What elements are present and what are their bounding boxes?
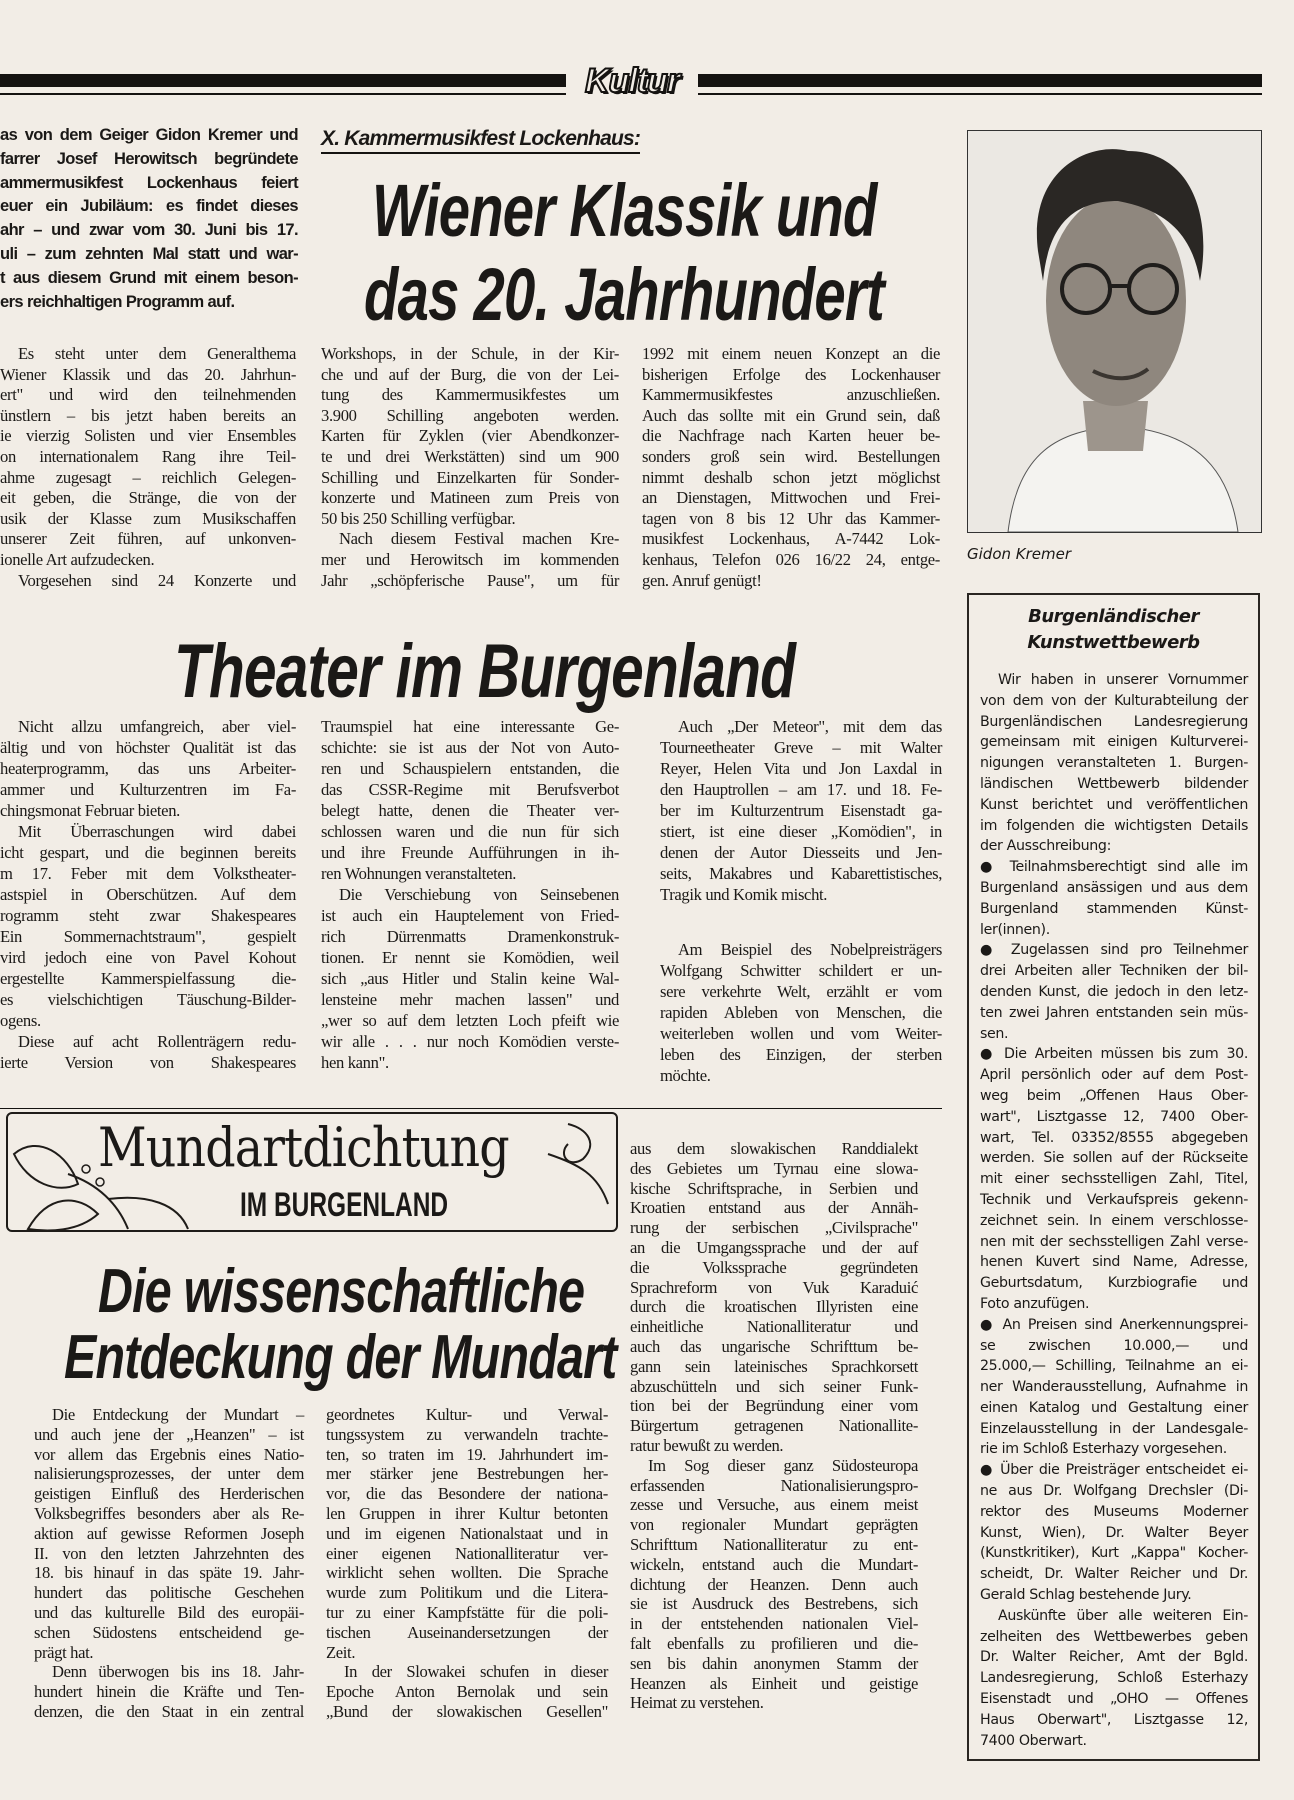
sidebar-title-line1: Burgenländischer bbox=[1028, 606, 1199, 627]
text-line: mer stärker jene Bestrebungen her- bbox=[326, 1464, 608, 1484]
text-line: wirklicht sehen wollten. Die Sprache bbox=[326, 1563, 608, 1583]
photo-caption: Gidon Kremer bbox=[967, 545, 1072, 563]
text-line: weiterleben wollen und vom Weiter- bbox=[660, 1023, 942, 1043]
text-line: April persönlich oder auf dem Post- bbox=[980, 1067, 1248, 1084]
text-line: musikfest Lockenhaus, A-7442 Lok- bbox=[642, 529, 940, 549]
text-line: weg beim „Offenen Haus Ober- bbox=[980, 1087, 1248, 1104]
text-line: lensteine mehr machen lassen" und bbox=[321, 990, 619, 1009]
text-line: Technik und Verkaufspreis gekenn- bbox=[980, 1191, 1248, 1208]
text-line: Jahr „schöpferische Pause", um für bbox=[321, 570, 619, 590]
text-line: schichte: sie ist aus der Not von Auto- bbox=[321, 738, 619, 757]
article3-column-2 bbox=[326, 1405, 608, 1722]
article3-headline-line2: Entdeckung der Mundart bbox=[64, 1323, 617, 1392]
text-line: drei Arbeiten aller Techniken der bil- bbox=[980, 963, 1248, 980]
article3-headline-line1: Die wissenschaftliche bbox=[98, 1257, 585, 1326]
text-line: 50 bis 250 Schilling verfügbar. bbox=[321, 508, 516, 528]
text-line: Die Entdeckung der Mundart – bbox=[52, 1405, 304, 1424]
text-line: Burgenländischen Landesregierung bbox=[980, 713, 1248, 730]
text-line: von dem von der Kulturabteilung der bbox=[980, 692, 1248, 709]
text-line: Tourneetheater Greve – mit Walter bbox=[660, 738, 942, 757]
text-line: uli – zum zehnten Mal statt und war- bbox=[0, 244, 298, 263]
text-line: Kammermusikfestes anzuschließen. bbox=[642, 385, 940, 405]
text-line: Wir haben in unserer Vornummer bbox=[998, 672, 1248, 688]
text-line: denzen, die den Staat in ein zentral bbox=[34, 1701, 304, 1721]
text-line: sonders groß sein wird. Bestellungen bbox=[642, 446, 940, 466]
text-line: Burgenland stammenden Künst- bbox=[980, 900, 1248, 917]
text-line: bisherigen Erfolge des Lockenhauser bbox=[642, 364, 940, 384]
text-line: mer und Herowitsch im kommenden bbox=[321, 549, 619, 569]
text-line: ● Die Arbeiten müssen bis zum 30. bbox=[980, 1046, 1248, 1063]
text-line: abzuschütteln und sich seiner Funk- bbox=[630, 1376, 918, 1396]
text-line: on internationalem Rang ihre Teil- bbox=[0, 446, 296, 466]
text-line: tagen von 8 bis 12 Uhr das Kammer- bbox=[642, 508, 940, 528]
text-line: vor, die das Besondere der nationa- bbox=[326, 1484, 608, 1504]
text-line: ergestellte Kammerspielfassung die- bbox=[0, 969, 296, 988]
text-line: Reyer, Helen Vita und Jon Laxdal in bbox=[660, 759, 942, 778]
article2-column-3 bbox=[660, 716, 942, 1086]
text-line: Am Beispiel des Nobelpreisträgers bbox=[678, 939, 942, 959]
text-line: ren und Schauspielern entstanden, die bbox=[321, 759, 619, 778]
text-line: konzerte und Matineen zum Preis von bbox=[321, 488, 619, 508]
text-line: ünstlern – bis jetzt haben bereits an bbox=[0, 405, 296, 425]
text-line: geordnetes Kultur- und Verwal- bbox=[326, 1405, 608, 1424]
text-line: In der Slowakei schufen in dieser bbox=[344, 1662, 608, 1682]
text-line: usik der Klasse zum Musikschaffen bbox=[0, 508, 296, 528]
text-line: kische Schriftsprache, in Serbien und bbox=[630, 1178, 918, 1198]
text-line: falt ebenfalls zu profilieren und die- bbox=[630, 1633, 918, 1653]
text-line: t aus diesem Grund mit einem beson- bbox=[0, 268, 298, 287]
header-rule-left bbox=[0, 74, 566, 87]
text-line: rogramm steht zwar Shakespeares bbox=[0, 906, 296, 925]
text-line: zeichnet sein. In einem verschlosse- bbox=[980, 1212, 1248, 1229]
text-line: Tragik und Komik mischt. bbox=[660, 885, 828, 904]
section-divider bbox=[0, 1108, 942, 1109]
text-line: ner Wanderausstellung, Aufnahme in bbox=[980, 1379, 1248, 1396]
text-line: sie ist Ausdruck des Bestrebens, sich bbox=[630, 1594, 918, 1614]
text-line: farrer Josef Herowitsch begründete bbox=[0, 149, 298, 168]
text-line: ert" und wird den teilnehmenden bbox=[0, 385, 296, 405]
text-line: auch das ungarische Schrifttum be- bbox=[630, 1336, 918, 1356]
text-line: einen Katalog und Gestaltung einer bbox=[980, 1399, 1248, 1416]
text-line: ionelle Art aufzudecken. bbox=[0, 549, 155, 569]
text-line: zelheiten des Wettbewerbes geben bbox=[980, 1628, 1248, 1645]
text-line: ● Teilnahmsberechtigt sind alle im bbox=[980, 859, 1248, 876]
text-line: an die Umgangssprache und der auf bbox=[630, 1237, 918, 1257]
text-line: wickeln, entstand auch die Mundart- bbox=[630, 1554, 918, 1574]
text-line: wir alle . . . nur noch Komödien verste- bbox=[321, 1032, 619, 1051]
text-line: ältig und von höchster Qualität ist das bbox=[0, 738, 296, 757]
mundart-banner bbox=[6, 1112, 618, 1232]
text-line: Die Verschiebung von Seinsebenen bbox=[339, 885, 619, 904]
text-line: Bürgertum getragenen Nationallite- bbox=[630, 1416, 918, 1436]
text-line: nalisierungsprozesses, der unter dem bbox=[34, 1464, 304, 1484]
text-line: 1992 mit einem neuen Konzept an die bbox=[642, 344, 940, 363]
text-line: ammermusikfest Lockenhaus feiert bbox=[0, 173, 298, 192]
text-line: des Gebietes um Tyrnau eine slowa- bbox=[630, 1158, 918, 1178]
text-line: prägt hat. bbox=[34, 1642, 94, 1662]
text-line: Zeit. bbox=[326, 1642, 356, 1662]
header-rule-right-thin bbox=[698, 93, 1262, 95]
article1-intro bbox=[0, 124, 298, 314]
text-line: ● An Preisen sind Anerkennungsprei- bbox=[980, 1316, 1248, 1333]
text-line: von regionaler Mundart geprägten bbox=[630, 1515, 918, 1535]
text-line: tung des Kammermusikfestes um bbox=[321, 385, 619, 405]
text-line: rie im Schloß Esterhazy vorgesehen. bbox=[980, 1441, 1227, 1458]
text-line: sen. bbox=[980, 1025, 1009, 1042]
text-line: tion bei der Begründung einer vom bbox=[630, 1396, 918, 1416]
text-line: seits, Makabres und Kabarettistisches, bbox=[660, 864, 942, 883]
text-line: Im Sog dieser ganz Südosteuropa bbox=[648, 1455, 918, 1475]
text-line: werden. Sie sollen auf der Rückseite bbox=[980, 1150, 1248, 1167]
text-line: icht gespart, und die beginnen bereits bbox=[0, 843, 296, 862]
text-line: Epoche Anton Bernolak und sein bbox=[326, 1682, 608, 1702]
text-line: rektor des Museums Moderner bbox=[980, 1503, 1248, 1520]
article1-kicker: X. Kammermusikfest Lockenhaus: bbox=[321, 127, 640, 154]
article2-column-1 bbox=[0, 716, 296, 1073]
text-line: sen bis dahin anonymen Stamm der bbox=[630, 1653, 918, 1673]
text-line: Dr. Walter Reicher, Amt der Bgld. bbox=[980, 1649, 1248, 1666]
text-line: schen Südostens entscheidend ge- bbox=[34, 1622, 304, 1642]
text-line: 7400 Oberwart. bbox=[980, 1732, 1087, 1749]
text-line: Mit Überraschungen wird dabei bbox=[18, 822, 296, 841]
article3-column-3 bbox=[630, 1139, 918, 1713]
text-line: ahme zugesagt – reichlich Gelegen- bbox=[0, 467, 296, 487]
text-line: rung der serbischen „Civilsprache" bbox=[630, 1218, 918, 1238]
text-line: durch die kroatischen Illyristen eine bbox=[630, 1297, 918, 1317]
text-line: wart", Lisztgasse 12, 7400 Ober- bbox=[980, 1108, 1248, 1125]
text-line: die Volkssprache gegründeten bbox=[630, 1257, 918, 1277]
text-line: henen Kuvert sind Name, Adresse, bbox=[980, 1254, 1248, 1271]
mundart-banner-subtitle: IM BURGENLAND bbox=[240, 1186, 449, 1224]
text-line: Auskünfte über alle weiteren Ein- bbox=[998, 1607, 1248, 1624]
sidebar-title-line2: Kunstwettbewerb bbox=[1027, 632, 1200, 653]
text-line: as von dem Geiger Gidon Kremer und bbox=[0, 126, 298, 144]
text-line: Workshops, in der Schule, in der Kir- bbox=[321, 344, 619, 363]
text-line: ler(innen). bbox=[980, 921, 1050, 938]
text-line: te und drei Werkstätten) sind um 900 bbox=[321, 446, 619, 466]
text-line: ● Über die Preisträger entscheidet ei- bbox=[980, 1462, 1248, 1479]
text-line: Vorgesehen sind 24 Konzerte und bbox=[18, 570, 296, 590]
text-line: Kunst, Wien), Dr. Walter Beyer bbox=[980, 1524, 1248, 1541]
text-line: Auch das sollte mit ein Grund sein, daß bbox=[642, 405, 940, 425]
text-line: Nicht allzu umfangreich, aber viel- bbox=[18, 717, 296, 736]
text-line: che und auf der Burg, die von der Lei- bbox=[321, 364, 619, 384]
section-logo: Kultur bbox=[584, 62, 680, 100]
text-line: chingsmonat Februar bieten. bbox=[0, 801, 180, 820]
article2-column-2 bbox=[321, 716, 619, 1073]
text-line: 25.000,— Schilling, Teilnahme an ei- bbox=[980, 1358, 1248, 1375]
text-line: stiert, ist eine dieser „Komödien", in bbox=[660, 822, 942, 841]
text-line: denen der Autor Diesseits und Jen- bbox=[660, 843, 942, 862]
text-line: Eisenstadt und „OHO — Offenes bbox=[980, 1691, 1248, 1708]
text-line: heaterprogramm, das uns Arbeiter- bbox=[0, 759, 296, 778]
text-line: einheitliche Nationalliteratur und bbox=[630, 1317, 918, 1337]
text-line: und ihre Freunde Aufführungen in ih- bbox=[321, 843, 619, 862]
text-line: leben des Einzigen, der sterben bbox=[660, 1044, 942, 1064]
text-line: der Ausschreibung: bbox=[980, 838, 1112, 855]
text-line: ist auch ein Hauptelement von Fried- bbox=[321, 906, 619, 925]
article1-column-1 bbox=[0, 344, 296, 591]
text-line: vird jedoch eine von Pavel Kohout bbox=[0, 948, 296, 967]
text-line: euer ein Jubiläum: es findet dieses bbox=[0, 197, 298, 216]
text-line: ren Wohnungen veranstalteten. bbox=[321, 864, 517, 883]
text-line: gann sein lateinisches Sprachkorsett bbox=[630, 1356, 918, 1376]
text-line: nen mit der sechsstelligen Zahl verse- bbox=[980, 1233, 1248, 1250]
photo-frame bbox=[967, 130, 1262, 533]
text-line: gen. Anruf genügt! bbox=[642, 570, 762, 590]
text-line: Einzelausstellung in der Landesgale- bbox=[980, 1420, 1248, 1437]
article1-column-3 bbox=[642, 344, 940, 591]
text-line: rich Dürrenmatts Dramenkonstruk- bbox=[321, 927, 619, 946]
text-line: Wiener Klassik und das 20. Jahrhun- bbox=[0, 364, 296, 384]
text-line: und das kulturelle Bild des europäi- bbox=[34, 1602, 304, 1622]
text-line: hundert das politische Geschehen bbox=[34, 1583, 304, 1603]
text-line: Schilling und Einzelkarten für Sonder- bbox=[321, 467, 619, 487]
text-line: scheidt, Dr. Walter Reicher und Dr. bbox=[980, 1566, 1248, 1583]
text-line: 3.900 Schilling angeboten werden. bbox=[321, 405, 619, 425]
text-line: hen kann". bbox=[321, 1053, 389, 1072]
text-line: Gerald Schlag bestehende Jury. bbox=[980, 1587, 1192, 1604]
header-rule-right bbox=[698, 74, 1262, 87]
text-line: unserer Zeit führen, auf unkonven- bbox=[0, 529, 296, 549]
article1-column-2 bbox=[321, 344, 619, 591]
text-line: ratur bewußt zu werden. bbox=[630, 1435, 784, 1455]
text-line: sere verkehrte Welt, erzählt er vom bbox=[660, 981, 942, 1001]
text-line: II. von den letzten Jahrzehnten des bbox=[34, 1543, 304, 1563]
text-line: Landesregierung, Schloß Esterhazy bbox=[980, 1670, 1248, 1687]
text-line: mit einer sechsstelligen Zahl, Titel, bbox=[980, 1171, 1248, 1188]
text-line: ten, so traten im 19. Jahrhundert im- bbox=[326, 1444, 608, 1464]
text-line: ten zwei Jahren entstanden sein müs- bbox=[980, 1004, 1248, 1021]
text-line: eit geben, die Stränge, die von der bbox=[0, 488, 296, 508]
text-line: Denn überwogen bis ins 18. Jahr- bbox=[52, 1662, 304, 1682]
text-line: das CSSR-Regime mit Berufsverbot bbox=[321, 780, 619, 799]
text-line: Kroatien entstand aus der Annäh- bbox=[630, 1198, 918, 1218]
text-line: ● Zugelassen sind pro Teilnehmer bbox=[980, 942, 1248, 959]
text-line: erfassenden Nationalisierungspro- bbox=[630, 1475, 918, 1495]
text-line: aus dem slowakischen Randdialekt bbox=[630, 1139, 918, 1158]
text-line: tungssystem zu verwandeln trachte- bbox=[326, 1424, 608, 1444]
text-line: die Nachfrage nach Karten heuer be- bbox=[642, 426, 940, 446]
text-line: Sprachreform von Vuk Karaduić bbox=[630, 1277, 918, 1297]
text-line: Nach diesem Festival machen Kre- bbox=[339, 529, 619, 549]
text-line: ahr – und zwar vom 30. Juni bis 17. bbox=[0, 221, 298, 240]
text-line: und im eigenen Nationalstaat und in bbox=[326, 1523, 608, 1543]
text-line: Es steht unter dem Generalthema bbox=[18, 344, 296, 363]
text-line: Burgenland ansässigen und aus dem bbox=[980, 879, 1248, 896]
text-line: geistigen Einfluß des Herderischen bbox=[34, 1484, 304, 1504]
text-line: „Bund der slowakischen Gesellen" bbox=[326, 1701, 608, 1721]
text-line: wurde zum Politikum und die Litera- bbox=[326, 1583, 608, 1603]
text-line: aktion auf gewisse Reformen Joseph bbox=[34, 1523, 304, 1543]
text-line: tionen. Er nennt sie Komödien, weil bbox=[321, 948, 619, 967]
text-line: ers reichhaltigen Programm auf. bbox=[0, 292, 235, 311]
text-line: den Hauptrollen – am 17. und 18. Fe- bbox=[660, 780, 942, 799]
text-line: ber im Kulturzentrum Eisenstadt ga- bbox=[660, 801, 942, 820]
text-line: belegt hatte, denen die Theater ver- bbox=[321, 801, 619, 820]
article2-headline: Theater im Burgenland bbox=[174, 629, 796, 714]
text-line: tischen Auseinandersetzungen der bbox=[326, 1622, 608, 1642]
text-line: Diese auf acht Rollenträgern redu- bbox=[18, 1032, 296, 1051]
text-line: ie vierzig Solisten und vier Ensembles bbox=[0, 426, 296, 446]
text-line: ierte Version von Shakespeares bbox=[0, 1053, 296, 1072]
text-line: tur zu einer Kampfstätte für die poli- bbox=[326, 1602, 608, 1622]
text-line: m 17. Feber mit dem Volkstheater- bbox=[0, 864, 296, 883]
text-line: Volksbegriffes besonders aber als Re- bbox=[34, 1503, 304, 1523]
text-line: sich „aus Hitler und Stalin keine Wal- bbox=[321, 969, 619, 988]
text-line: zesse und Versuche, aus einem meist bbox=[630, 1495, 918, 1515]
text-line: es vielschichtigen Täuschung-Bilder- bbox=[0, 990, 296, 1009]
text-line: einer eigenen Nationalliteratur ver- bbox=[326, 1543, 608, 1563]
text-line: Auch „Der Meteor", mit dem das bbox=[678, 717, 942, 736]
article1-headline-line2: das 20. Jahrhundert bbox=[364, 253, 885, 336]
header-rule-left-thin bbox=[0, 93, 566, 95]
text-line: kenhaus, Telefon 026 16/22 24, entge- bbox=[642, 549, 940, 569]
text-line: in der entstehenden nationalen Viel- bbox=[630, 1614, 918, 1634]
text-line: Ein Sommernachtstraum", gespielt bbox=[0, 927, 296, 946]
text-line: Haus Oberwart", Lisztgasse 12, bbox=[980, 1711, 1248, 1728]
sidebar-body bbox=[980, 670, 1248, 1751]
text-line: ammer und Kulturzentren im Fa- bbox=[0, 780, 296, 799]
portrait-photo bbox=[968, 131, 1261, 532]
text-line: Heimat zu verstehen. bbox=[630, 1693, 764, 1713]
text-line: hundert hinein die Kräfte und Ten- bbox=[34, 1682, 304, 1702]
text-line: len Gruppen in ihrer Kultur betonten bbox=[326, 1503, 608, 1523]
text-line: vor allem das Ergebnis eines Natio- bbox=[34, 1444, 304, 1464]
text-line: 18. bis hinauf in das späte 19. Jahr- bbox=[34, 1563, 304, 1583]
text-line: „wer so auf dem letzten Loch pfeift wie bbox=[321, 1011, 619, 1030]
sidebar-title bbox=[967, 604, 1260, 656]
text-line: Foto anzufügen. bbox=[980, 1295, 1090, 1312]
text-line: an Dienstagen, Mittwochen und Frei- bbox=[642, 488, 940, 508]
text-line: Kunst berichtet und veröffentlichen bbox=[980, 796, 1248, 813]
text-line: nigungen veranstalteten 1. Burgen- bbox=[980, 755, 1248, 772]
text-line: wart, Tel. 03352/8555 abgegeben bbox=[980, 1129, 1248, 1146]
text-line: Wolfgang Schwitter schildert er un- bbox=[660, 960, 942, 980]
text-line: denden Kunst, die jedoch in den letz- bbox=[980, 983, 1248, 1000]
text-line: rapiden Ableben von Menschen, die bbox=[660, 1002, 942, 1022]
text-line: Geburtsdatum, Kurzbiografie und bbox=[980, 1275, 1248, 1292]
text-line: astspiel in Oberschützen. Auf dem bbox=[0, 885, 296, 904]
text-line: nimmt deshalb schon jetzt möglichst bbox=[642, 467, 940, 487]
text-line: Schrifttum Nationalliteratur zu ent- bbox=[630, 1534, 918, 1554]
article1-headline-line1: Wiener Klassik und bbox=[372, 169, 877, 252]
text-line: Karten für Zyklen (vier Abendkonzer- bbox=[321, 426, 619, 446]
paragraph-gap bbox=[660, 905, 942, 939]
text-line: und auch jene der „Heanzen" – ist bbox=[34, 1424, 304, 1444]
text-line: gemeinsam mit einigen Kulturverei- bbox=[980, 734, 1248, 751]
article3-column-1 bbox=[34, 1405, 304, 1722]
text-line: schlossen waren und die nun für sich bbox=[321, 822, 619, 841]
text-line: ländischen Wettbewerb bildender bbox=[980, 775, 1248, 792]
mundart-banner-title: Mundartdichtung bbox=[98, 1116, 509, 1179]
text-line: im folgenden die wichtigsten Details bbox=[980, 817, 1248, 834]
text-line: möchte. bbox=[660, 1065, 711, 1085]
text-line: se zwischen 10.000,— und bbox=[980, 1337, 1248, 1354]
text-line: ogens. bbox=[0, 1011, 41, 1030]
text-line: Heanzen als Einheit und geistige bbox=[630, 1673, 918, 1693]
text-line: dichtung der Heanzen. Denn auch bbox=[630, 1574, 918, 1594]
text-line: Traumspiel hat eine interessante Ge- bbox=[321, 717, 619, 736]
text-line: ne aus Dr. Wolfgang Drechsler (Di- bbox=[980, 1483, 1248, 1500]
text-line: (Kunstkritiker), Kurt „Kappa" Kocher- bbox=[980, 1545, 1248, 1562]
